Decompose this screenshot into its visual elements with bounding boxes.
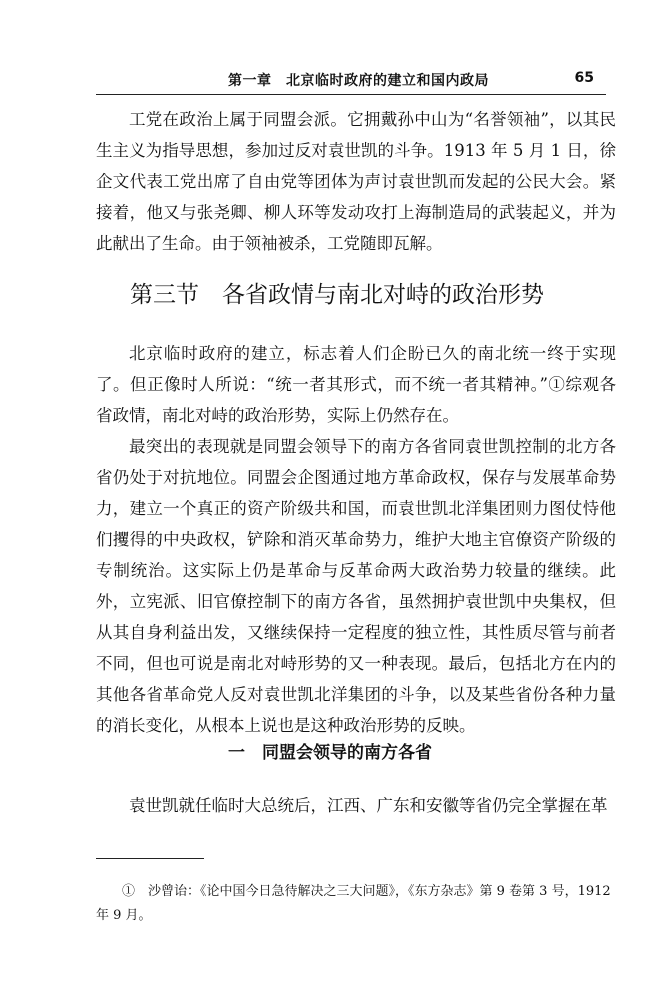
body-text-top (96, 104, 616, 259)
paragraph: 最突出的表现就是同盟会领导下的南方各省同袁世凯控制的北方各省仍处于对抗地位。同盟会企图通过地方革命政权，保存与发展革命势力，建立一个真正的资产阶级共和国，而袁世凯北洋集团则力图仗恃他们攫得的中央政权，铲除和消灭革命势力，维护大地主官僚资产阶级的专制统治。这实际上仍是革命与反革命两大政治势力较量的继续。此外，立宪派、旧官僚控制下的南方各省，虽然拥护袁世凯中央集权，但从其自身利益出发，又继续保持一定程度的独立性，其性质尽管与前者不同，但也可说是南北对峙形势的又一种表现。最后，包括北方在内的其他各省革命党人反对袁世凯北洋集团的斗争，以及某些省份各种力量的消长变化，从根本上说也是这种政治形势的反映。 (96, 437, 616, 735)
subsection-heading: 一 同盟会领导的南方各省 (228, 743, 432, 763)
running-head (96, 70, 606, 95)
paragraph: 袁世凯就任临时大总统后，江西、广东和安徽等省仍完全掌握在革 (129, 796, 608, 815)
paragraph: 工党在政治上属于同盟会派。它拥戴孙中山为“名誉领袖”，以其民生主义为指导思想，参加过反对袁世凯的斗争。1913 年 5 月 1 日，徐企文代表工党出席了自由党等团体为声讨袁世凯而发起的公民大会。紧接着，他又与张尧卿、柳人环等发动攻打上海制造局的武装起义，并为此献出了生命。由于领袖被杀，工党随即瓦解。 (96, 110, 616, 253)
footnote-divider (96, 858, 204, 859)
body-text-subsection (96, 790, 616, 821)
body-text-section (96, 338, 616, 741)
chapter-title: 第一章 北京临时政府的建立和国内政局 (228, 73, 489, 89)
page-number: 65 (574, 70, 594, 86)
footnote: ① 沙曾诒：《论中国今日急待解决之三大问题》，《东方杂志》第 9 卷第 3 号，1912 年 9 月。 (96, 884, 611, 923)
section-heading: 第三节 各省政情与南北对峙的政治形势 (130, 282, 544, 308)
paragraph: 北京临时政府的建立，标志着人们企盼已久的南北统一终于实现了。但正像时人所说：“统一者其形式，而不统一者其精神。”①综观各省政情，南北对峙的政治形势，实际上仍然存在。 (96, 344, 616, 425)
